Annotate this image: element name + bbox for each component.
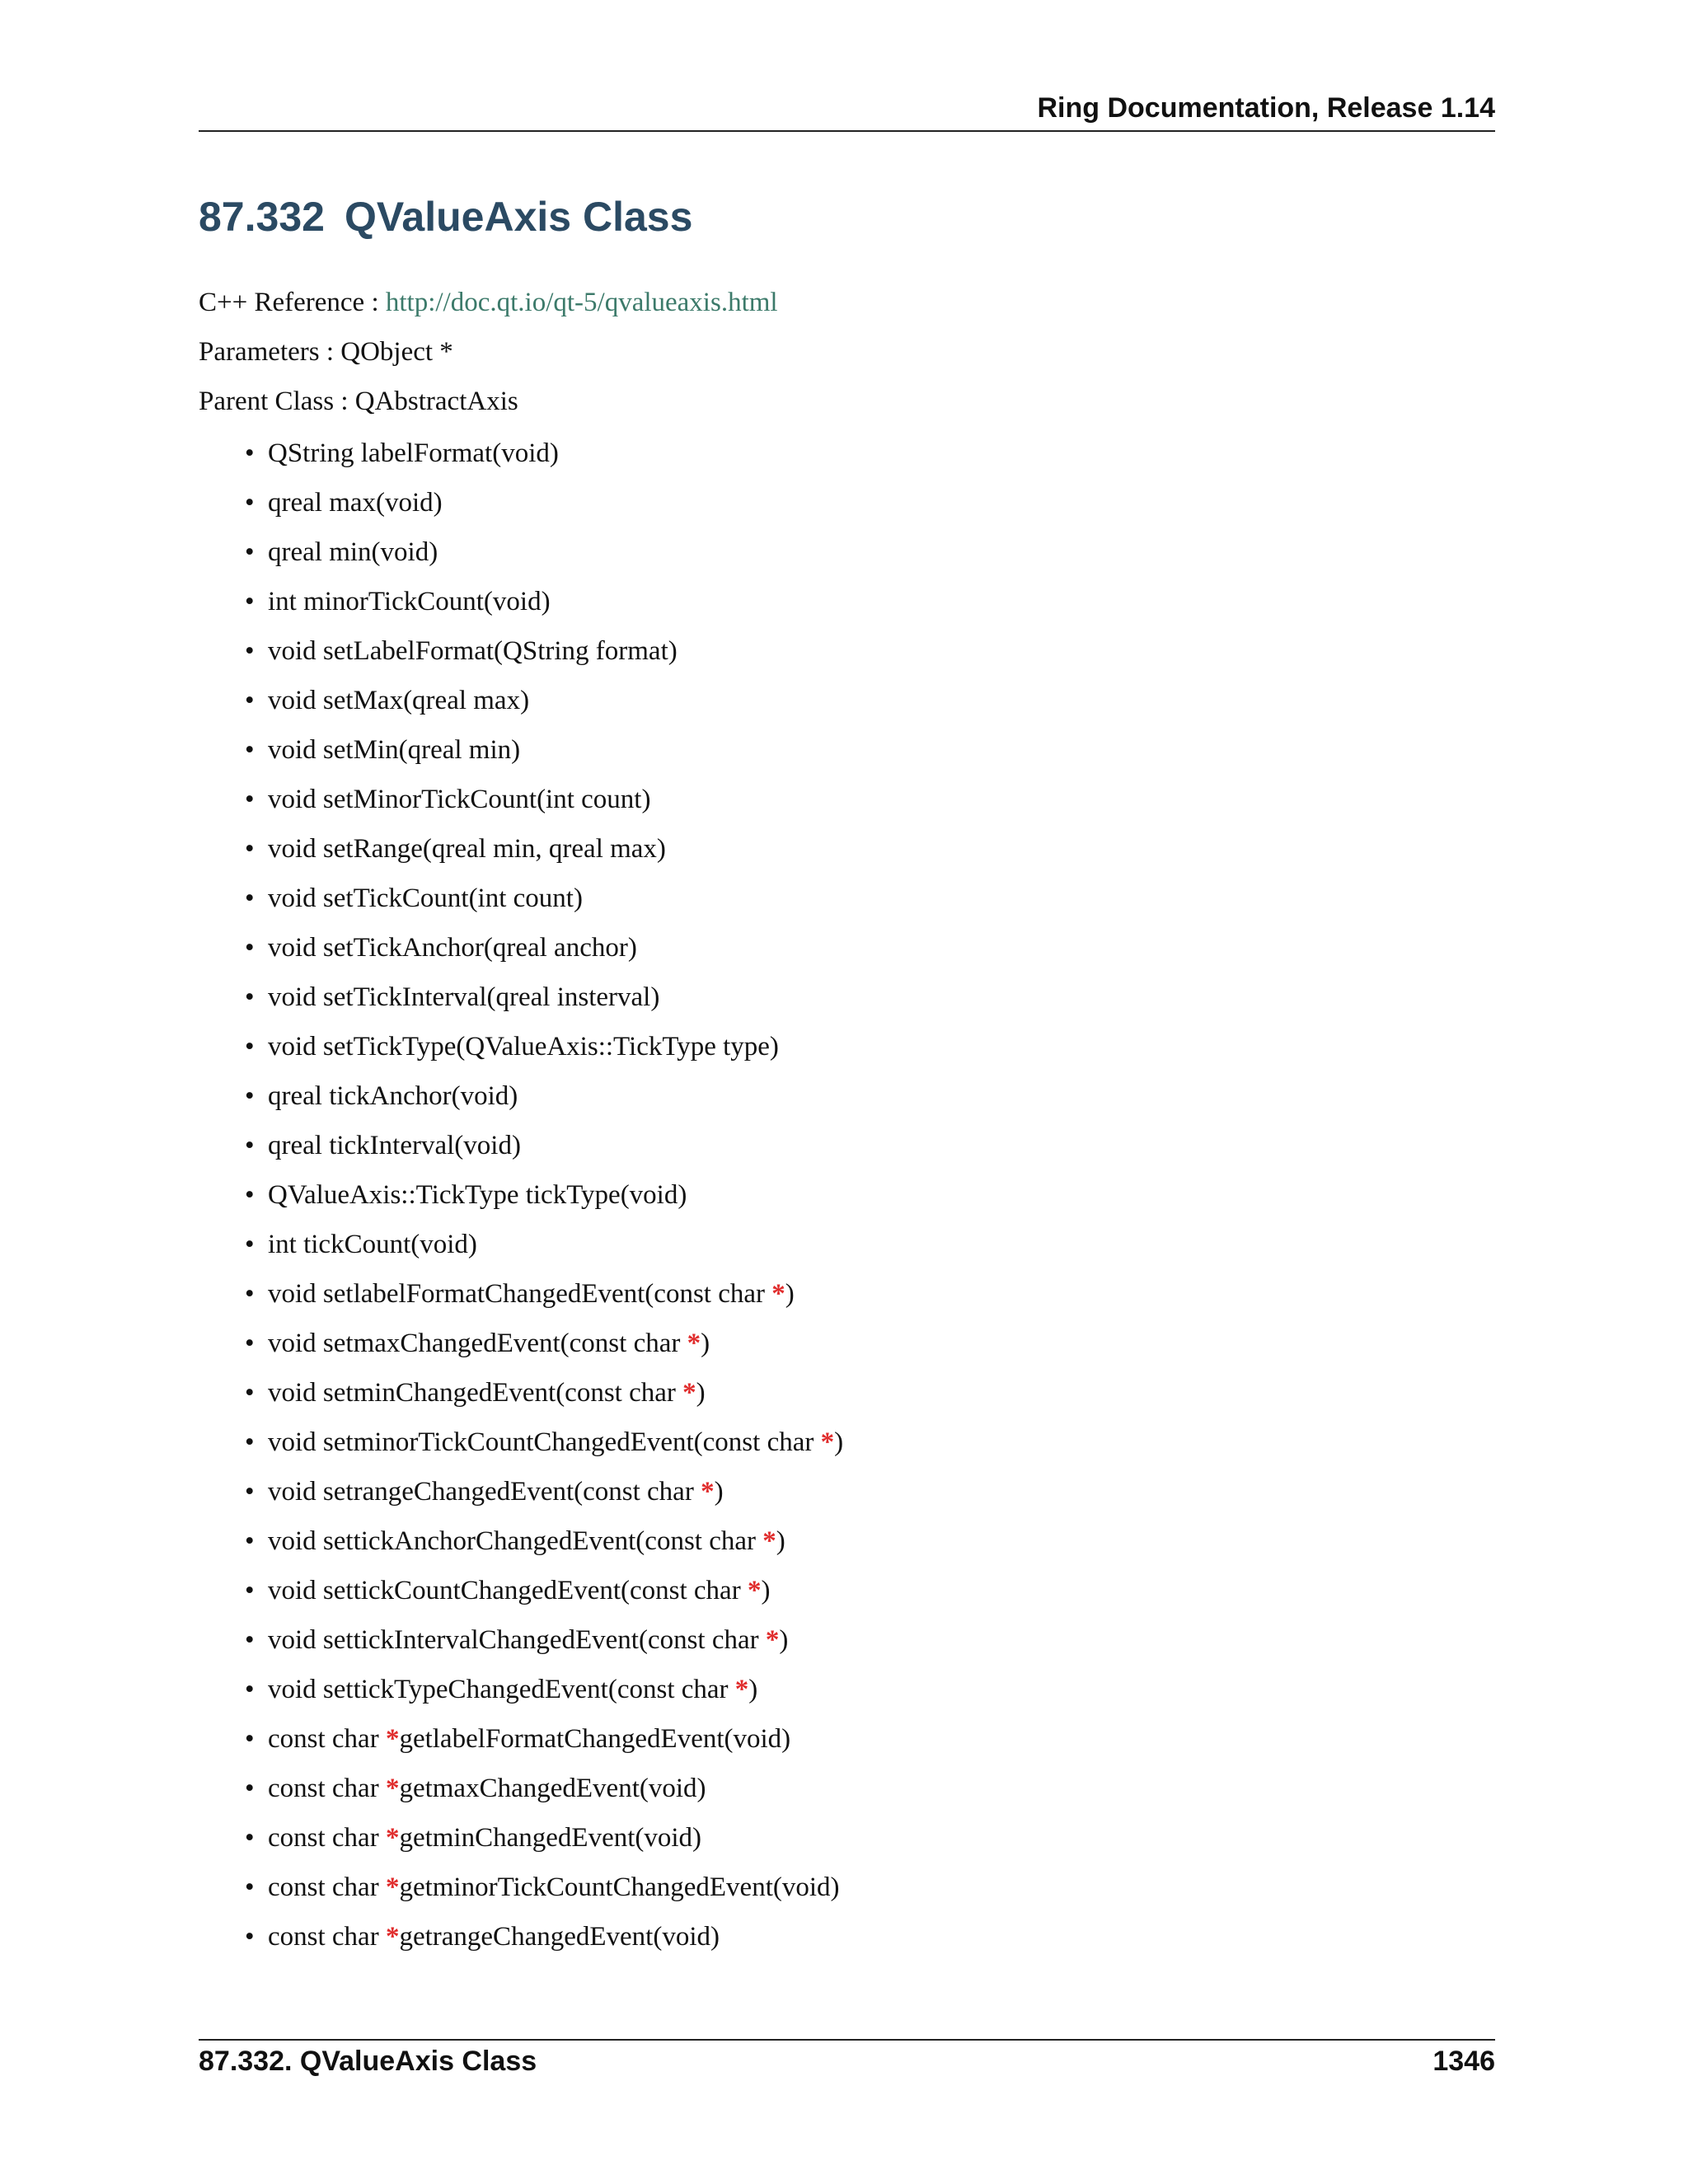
method-item bbox=[245, 1029, 843, 1079]
bullet-icon: • bbox=[245, 587, 255, 616]
method-signature: void setrangeChangedEvent(const char *) bbox=[268, 1477, 724, 1507]
method-signature: void setMin(qreal min) bbox=[268, 735, 521, 765]
method-item bbox=[245, 1079, 843, 1128]
method-signature: const char *getlabelFormatChangedEvent(void) bbox=[268, 1724, 791, 1754]
cpp-reference-link[interactable]: http://doc.qt.io/qt-5/qvalueaxis.html bbox=[385, 288, 778, 317]
bullet-icon: • bbox=[245, 1576, 255, 1605]
method-signature: const char *getrangeChangedEvent(void) bbox=[268, 1922, 720, 1952]
method-item bbox=[245, 1722, 843, 1771]
method-item bbox=[245, 980, 843, 1029]
bullet-icon: • bbox=[245, 1427, 255, 1457]
asterisk: * bbox=[771, 1279, 785, 1309]
method-item bbox=[245, 1178, 843, 1227]
bullet-icon: • bbox=[245, 982, 255, 1012]
bullet-icon: • bbox=[245, 636, 255, 666]
asterisk: * bbox=[765, 1625, 780, 1655]
method-item bbox=[245, 634, 843, 683]
asterisk: * bbox=[682, 1378, 696, 1408]
bullet-icon: • bbox=[245, 1378, 255, 1408]
method-item bbox=[245, 881, 843, 930]
bullet-icon: • bbox=[245, 1329, 255, 1358]
method-item bbox=[245, 1376, 843, 1425]
footer-rule bbox=[199, 2039, 1495, 2041]
method-item bbox=[245, 535, 843, 584]
method-item bbox=[245, 1672, 843, 1722]
page-footer bbox=[199, 2044, 1495, 2079]
asterisk: * bbox=[385, 1774, 400, 1803]
bullet-icon: • bbox=[245, 883, 255, 913]
method-signature: void setTickType(QValueAxis::TickType type) bbox=[268, 1032, 779, 1062]
bullet-icon: • bbox=[245, 1230, 255, 1259]
asterisk: * bbox=[385, 1724, 400, 1754]
method-signature: QString labelFormat(void) bbox=[268, 438, 559, 468]
method-signature: const char *getminChangedEvent(void) bbox=[268, 1823, 702, 1853]
method-list bbox=[245, 436, 844, 1969]
method-signature: qreal max(void) bbox=[268, 488, 443, 518]
parameters: Parameters : QObject * bbox=[199, 337, 453, 367]
method-signature: void setlabelFormatChangedEvent(const char *) bbox=[268, 1279, 795, 1309]
header-rule bbox=[199, 130, 1495, 132]
bullet-icon: • bbox=[245, 785, 255, 814]
bullet-icon: • bbox=[245, 1180, 255, 1210]
bullet-icon: • bbox=[245, 537, 255, 567]
bullet-icon: • bbox=[245, 1477, 255, 1507]
method-signature: void setTickCount(int count) bbox=[268, 883, 583, 913]
method-item bbox=[245, 1623, 843, 1672]
method-signature: int minorTickCount(void) bbox=[268, 587, 551, 616]
bullet-icon: • bbox=[245, 1823, 255, 1853]
method-item bbox=[245, 1919, 843, 1969]
method-signature: void settickCountChangedEvent(const char *) bbox=[268, 1576, 771, 1605]
method-signature: const char *getminorTickCountChangedEvent(void) bbox=[268, 1872, 840, 1902]
method-item bbox=[245, 485, 843, 535]
cpp-reference-label: C++ Reference : bbox=[199, 288, 386, 317]
asterisk: * bbox=[734, 1675, 749, 1704]
method-signature: void settickTypeChangedEvent(const char *) bbox=[268, 1675, 758, 1704]
asterisk: * bbox=[747, 1576, 762, 1605]
method-signature: int tickCount(void) bbox=[268, 1230, 477, 1259]
asterisk: * bbox=[385, 1823, 400, 1853]
method-item bbox=[245, 1474, 843, 1524]
method-signature: void setMinorTickCount(int count) bbox=[268, 785, 651, 814]
method-signature: void setTickAnchor(qreal anchor) bbox=[268, 933, 637, 963]
asterisk: * bbox=[385, 1922, 400, 1952]
method-item bbox=[245, 1573, 843, 1623]
bullet-icon: • bbox=[245, 834, 255, 864]
method-item bbox=[245, 436, 843, 485]
method-signature: qreal min(void) bbox=[268, 537, 438, 567]
method-item bbox=[245, 1425, 844, 1474]
parent-class: Parent Class : QAbstractAxis bbox=[199, 387, 518, 416]
method-item bbox=[245, 1771, 843, 1821]
method-item bbox=[245, 1128, 843, 1178]
bullet-icon: • bbox=[245, 1081, 255, 1111]
asterisk: * bbox=[385, 1872, 400, 1902]
bullet-icon: • bbox=[245, 438, 255, 468]
asterisk: * bbox=[701, 1477, 715, 1507]
cpp-reference bbox=[199, 285, 778, 320]
method-item bbox=[245, 930, 843, 980]
method-signature: qreal tickAnchor(void) bbox=[268, 1081, 518, 1111]
bullet-icon: • bbox=[245, 1724, 255, 1754]
method-item bbox=[245, 1227, 843, 1277]
method-item bbox=[245, 832, 843, 881]
bullet-icon: • bbox=[245, 1774, 255, 1803]
method-signature: void setTickInterval(qreal insterval) bbox=[268, 982, 660, 1012]
method-signature: void setRange(qreal min, qreal max) bbox=[268, 834, 666, 864]
method-item bbox=[245, 584, 843, 634]
method-item bbox=[245, 733, 843, 782]
asterisk: * bbox=[820, 1427, 835, 1457]
method-signature: void setminChangedEvent(const char *) bbox=[268, 1378, 706, 1408]
method-item bbox=[245, 1821, 843, 1870]
bullet-icon: • bbox=[245, 933, 255, 963]
section-heading bbox=[199, 191, 692, 242]
bullet-icon: • bbox=[245, 488, 255, 518]
bullet-icon: • bbox=[245, 1872, 255, 1902]
method-signature: void setmaxChangedEvent(const char *) bbox=[268, 1329, 710, 1358]
bullet-icon: • bbox=[245, 1922, 255, 1952]
method-item bbox=[245, 1277, 843, 1326]
method-item bbox=[245, 1524, 843, 1573]
running-header: Ring Documentation, Release 1.14 bbox=[1037, 92, 1495, 124]
bullet-icon: • bbox=[245, 735, 255, 765]
method-item bbox=[245, 1870, 843, 1919]
asterisk: * bbox=[762, 1526, 776, 1556]
bullet-icon: • bbox=[245, 686, 255, 715]
method-signature: void setminorTickCountChangedEvent(const char *) bbox=[268, 1427, 844, 1457]
bullet-icon: • bbox=[245, 1526, 255, 1556]
section-title: QValueAxis Class bbox=[344, 194, 693, 240]
method-item bbox=[245, 782, 843, 832]
bullet-icon: • bbox=[245, 1032, 255, 1062]
method-signature: void settickAnchorChangedEvent(const char *) bbox=[268, 1526, 785, 1556]
bullet-icon: • bbox=[245, 1279, 255, 1309]
footer-section-label: 87.332. QValueAxis Class bbox=[199, 2046, 537, 2077]
bullet-icon: • bbox=[245, 1131, 255, 1160]
method-signature: void settickIntervalChangedEvent(const char *) bbox=[268, 1625, 789, 1655]
method-signature: QValueAxis::TickType tickType(void) bbox=[268, 1180, 687, 1210]
bullet-icon: • bbox=[245, 1625, 255, 1655]
section-number: 87.332 bbox=[199, 194, 325, 240]
method-signature: qreal tickInterval(void) bbox=[268, 1131, 521, 1160]
method-item bbox=[245, 1326, 843, 1376]
asterisk: * bbox=[687, 1329, 701, 1358]
bullet-icon: • bbox=[245, 1675, 255, 1704]
method-signature: void setMax(qreal max) bbox=[268, 686, 530, 715]
page-number: 1346 bbox=[1432, 2046, 1495, 2077]
method-signature: const char *getmaxChangedEvent(void) bbox=[268, 1774, 706, 1803]
method-signature: void setLabelFormat(QString format) bbox=[268, 636, 678, 666]
method-item bbox=[245, 683, 843, 733]
